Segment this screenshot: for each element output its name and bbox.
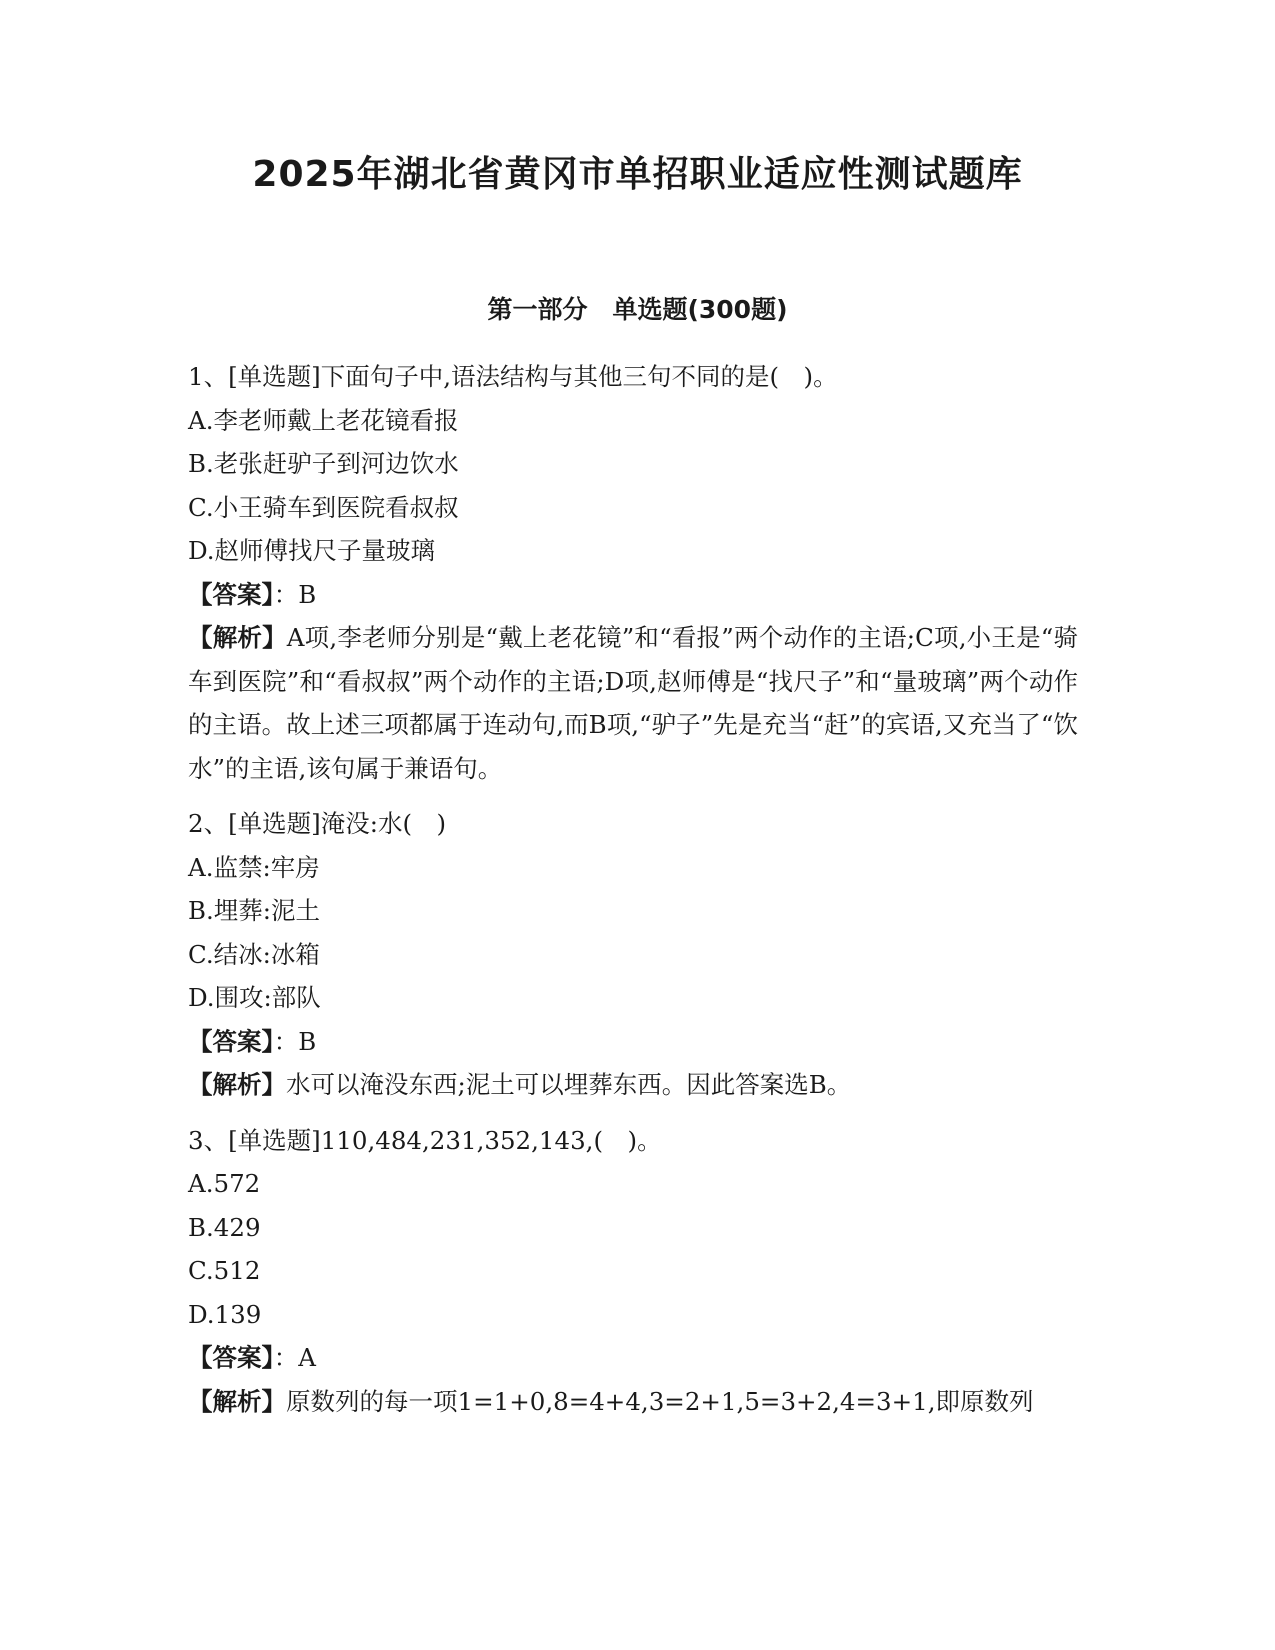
analysis-text: 水可以淹没东西;泥土可以埋葬东西。因此答案选B。 [286,1070,852,1099]
answer-tag: 【答案】 [188,579,274,609]
option-c: C.结冰:冰箱 [188,939,320,969]
analysis-paragraph [188,1063,1078,1107]
question-stem: 3、[单选题]110,484,231,352,143,( )。 [188,1125,662,1155]
analysis-tag: 【解析】 [188,1386,286,1416]
option-a: A.李老师戴上老花镜看报 [188,405,459,435]
answer-tag: 【答案】 [188,1343,274,1372]
analysis-paragraph [188,616,1078,790]
question-3 [188,1119,1078,1424]
option-d: D.围攻:部队 [188,983,321,1012]
question-list [188,355,1078,1423]
answer-line [188,573,1078,617]
option-b: B.埋葬:泥土 [188,896,321,925]
option-c: C.小王骑车到医院看叔叔 [188,492,459,522]
answer-value: ：A [273,1343,316,1372]
question-1 [188,355,1078,790]
answer-line [188,1336,1078,1380]
analysis-tag: 【解析】 [188,1070,286,1099]
analysis-text: A项,李老师分别是“戴上老花镜”和“看报”两个动作的主语;C项,小王是“骑车到医院”和“看叔叔”两个动作的主语;D项,赵师傅是“找尺子”和“量玻璃”两个动作的主语。故上述三项都属于连动句,而B项,“驴子”先是充当“赶”的宾语,又充当了“饮水”的主语,该句属于兼语句。 [188,623,1078,783]
answer-tag: 【答案】 [188,1026,274,1056]
option-d: D.139 [188,1299,262,1329]
question-stem: 1、[单选题]下面句子中,语法结构与其他三句不同的是( )。 [188,362,838,391]
option-b: B.老张赶驴子到河边饮水 [188,449,459,478]
option-d: D.赵师傅找尺子量玻璃 [188,536,436,565]
question-2 [188,802,1078,1107]
answer-value: ：B [273,579,317,609]
question-stem: 2、[单选题]淹没:水( ) [188,809,447,838]
analysis-paragraph [188,1380,1078,1424]
answer-value: ：B [273,1026,317,1056]
answer-line [188,1020,1078,1064]
document-title: 2025年湖北省黄冈市单招职业适应性测试题库 [252,154,1023,195]
option-a: A.572 [188,1169,261,1198]
option-a: A.监禁:牢房 [188,852,320,882]
analysis-text: 原数列的每一项1=1+0,8=4+4,3=2+1,5=3+2,4=3+1,即原数列 [286,1386,1034,1416]
analysis-tag: 【解析】 [188,623,287,652]
section-title: 第一部分 单选题(300题) [487,295,788,324]
option-c: C.512 [188,1256,261,1285]
option-b: B.429 [188,1212,261,1242]
